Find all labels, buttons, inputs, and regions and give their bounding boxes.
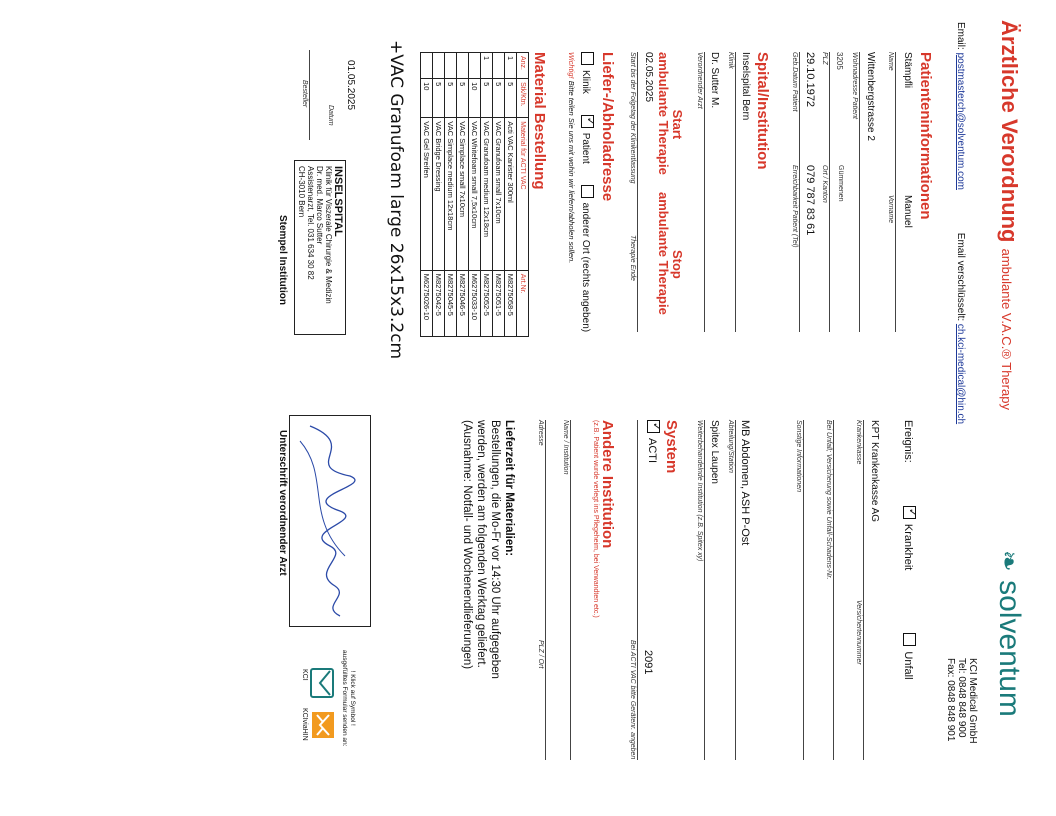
- material-col-header: Material für ACTI VAC: [517, 118, 529, 271]
- material-row: [457, 53, 469, 337]
- patient-plz: 3205: [835, 52, 844, 70]
- material-cell: M8275058-5: [505, 270, 517, 336]
- therapy-start-date: 02.05.2025: [643, 52, 654, 103]
- patient-dob: 29.10.1972: [804, 52, 816, 108]
- order-date-label: Datum: [327, 105, 334, 126]
- email-link[interactable]: postmasterch@solventum.com: [955, 52, 966, 190]
- patient-vorname-label: Vorname: [887, 195, 894, 224]
- material-row: [445, 53, 457, 337]
- material-cell[interactable]: [493, 53, 505, 79]
- material-cell[interactable]: [445, 53, 457, 79]
- email-encrypted-link[interactable]: ch.kci-medical@hin.ch: [955, 323, 966, 425]
- material-cell: Acti VAC Kanister 300ml: [505, 118, 517, 271]
- therapy-stop-heading: Stop ambulante Therapie: [656, 192, 685, 315]
- material-col-header: Anz.: [517, 53, 529, 79]
- weiterbehandelnde-label: Weiterbehandelnde Institution (z.B. Spitex xy): [696, 420, 703, 562]
- other-institution-address-label: Adresse: [537, 420, 544, 446]
- material-cell[interactable]: [457, 53, 469, 79]
- patient-name: Stämpfli: [902, 52, 913, 89]
- material-cell[interactable]: [433, 53, 445, 79]
- patient-address: Wittenbergstrasse 2: [865, 52, 876, 141]
- material-cell: VAC Simplace small 7x10cm: [457, 118, 469, 271]
- send-instructions: ! Klick auf Symbol ! ausgefülltes Formular senden an:: [341, 650, 356, 747]
- material-col-header: Stk/Ktn.: [517, 79, 529, 118]
- material-row: [505, 53, 517, 337]
- system-heading: System: [663, 420, 680, 474]
- material-cell: M8275051-5: [493, 270, 505, 336]
- patient-phone: 079 787 83 61: [804, 165, 816, 236]
- geraetenummer-label: Bei ACTI VAC bitte Gerätenr. angeben: [629, 640, 636, 760]
- material-row: [493, 53, 505, 337]
- patient-ort: Gümmenen: [837, 165, 844, 202]
- stamp-label: Stempel Institution: [277, 215, 288, 305]
- acti-checkbox[interactable]: [647, 420, 660, 433]
- material-cell: 5: [433, 79, 445, 118]
- material-cell: M8275042-5: [433, 270, 445, 336]
- patient-dob-label: Geb.Datum Patient: [791, 52, 798, 112]
- material-cell: VAC Bridge Dressing: [433, 118, 445, 271]
- other-institution-name-label: Name / Institution: [562, 420, 569, 475]
- material-cell[interactable]: [421, 53, 433, 79]
- patient-ort-label: Ort / Kanton: [821, 165, 828, 203]
- material-cell: 10: [421, 79, 433, 118]
- material-cell: 5: [457, 79, 469, 118]
- therapy-stop-label: Therapie Ende: [629, 235, 636, 281]
- krankenkasse-label: Krankenkasse: [855, 420, 862, 465]
- material-cell: VAC Whitefoam small 7,5x10cm: [469, 118, 481, 271]
- system-acti: ✓ACTI: [646, 420, 660, 463]
- patient-plz-label: PLZ: [821, 52, 828, 65]
- kci-contact: KCI Medical GmbH Tel: 0848 848 900 Fax: 0848 848 901: [945, 658, 978, 744]
- material-cell[interactable]: [469, 53, 481, 79]
- email-row: Email: postmasterch@solventum.com Email verschlüsselt: ch.kci-medical@hin.ch: [955, 22, 966, 425]
- delivery-patient-checkbox[interactable]: [581, 115, 594, 128]
- material-cell: 10: [469, 79, 481, 118]
- signature-label: Unterschrift verordnender Arzt: [277, 430, 288, 576]
- unfall-checkbox[interactable]: [903, 633, 916, 646]
- material-cell: 5: [505, 79, 517, 118]
- geraetenummer: 2091: [642, 650, 654, 675]
- send-kcihin-label: KCIviaHIN: [301, 708, 308, 741]
- event-row: Ereignis: ✓Krankheit Unfall: [902, 420, 916, 680]
- versichertennummer-label: Versichertennummer: [855, 600, 862, 665]
- delivery-note: Wichtig! Bitte teilen Sie uns mit wohin wir liefern/abholen sollen.: [567, 52, 576, 264]
- patient-name-label: Name: [887, 52, 894, 71]
- patient-vorname: Manuel: [902, 195, 913, 228]
- material-cell[interactable]: 1: [481, 53, 493, 79]
- spital-klinik: Inselspital Bern: [740, 52, 751, 121]
- form-title: Ärztliche Verordnung ambulante V.A.C.® Therapy: [997, 20, 1022, 410]
- therapy-start-heading: Start ambulante Therapie: [656, 52, 685, 175]
- material-heading: Material Bestellung: [531, 52, 548, 190]
- material-cell: 5: [493, 79, 505, 118]
- verordnender-arzt: Dr. Sutter M.: [709, 52, 720, 109]
- delivery-klinik-checkbox[interactable]: [581, 52, 594, 65]
- krankheit-checkbox[interactable]: [903, 506, 916, 519]
- delivery-options: Klinik ✓Patient anderer Ort (rechts angeben): [580, 52, 594, 332]
- material-cell: M6275026-10: [421, 270, 433, 336]
- material-cell: VAC Granufoam medium 12x18cm: [481, 118, 493, 271]
- spital-abteilung-label: Abteilung/Station: [727, 420, 734, 473]
- spital-abteilung: MB Abdomen, ASH P-Ost: [739, 420, 751, 546]
- material-cell: VAC Gel Streifen: [421, 118, 433, 271]
- material-col-header: Art.Nr.: [517, 270, 529, 336]
- material-table: [420, 52, 529, 337]
- spital-heading: Spital/Institution: [754, 52, 771, 170]
- send-kci-icon[interactable]: [310, 668, 334, 698]
- material-cell: M8275052-5: [481, 270, 493, 336]
- signature-box: [289, 415, 371, 627]
- krankenkasse: KPT Krankenkasse AG: [869, 420, 880, 523]
- material-cell: 5: [481, 79, 493, 118]
- spital-klinik-label: Klinik: [727, 52, 734, 69]
- material-cell: M6275033-10: [469, 270, 481, 336]
- material-cell[interactable]: 1: [505, 53, 517, 79]
- material-cell: M8275046-5: [457, 270, 469, 336]
- sonstige-label: Sonstige Informationen: [795, 420, 802, 492]
- order-date: 01.05.2025: [345, 60, 356, 111]
- unfall-info-label: Bei Unfall; Versicherung sowie Unfall-Schadens-Nr.: [825, 420, 832, 580]
- material-cell: VAC Simplace medium 12x18cm: [445, 118, 457, 271]
- handwritten-extra-material: +VAC Granufoam large 26x15x3.2cm: [386, 40, 406, 360]
- therapy-start-label: Start bis der Folgetag der Klinikentlassung: [629, 52, 636, 184]
- patient-heading: Patienteninformationen: [917, 52, 934, 220]
- delivery-other-checkbox[interactable]: [581, 185, 594, 198]
- send-kcihin-icon[interactable]: [312, 712, 334, 738]
- other-institution-heading: Andere Institution: [599, 420, 616, 549]
- doctor-signature: [290, 416, 370, 626]
- send-kci-label: KCI: [301, 669, 308, 681]
- other-institution-plz-label: PLZ / Ort: [537, 640, 544, 669]
- patient-address-label: Wohnadresse Patient: [851, 52, 858, 119]
- material-row: [421, 53, 433, 337]
- besteller-label: Besteller: [301, 80, 308, 108]
- institution-stamp: INSELSPITAL Klinik für Viszerale Chirurgie & Medizin Dr. med. Marco Sutter Assistenarzt, Tel. 031 634 30 82 CH-3010 Bern: [294, 160, 346, 335]
- material-row: [433, 53, 445, 337]
- material-cell: VAC Granufoam small 7x10cm: [493, 118, 505, 271]
- delivery-heading: Liefer-/Abholadresse: [599, 52, 616, 202]
- material-cell: M8275045-5: [445, 270, 457, 336]
- material-row: [481, 53, 493, 337]
- verordnender-arzt-label: Verordnender Arzt: [696, 52, 703, 109]
- solventum-logo: ❧ solventum: [993, 550, 1026, 717]
- other-institution-sub: (z.B. Patient wurde verlegt ins Pflegeheim, bei Verwandten etc.): [592, 420, 599, 618]
- patient-phone-label: Erreichbarkeit Patient (Tel): [791, 165, 798, 248]
- material-row: [469, 53, 481, 337]
- weiterbehandelnde-institution: Spitex Laupen: [709, 420, 720, 484]
- material-cell: 5: [445, 79, 457, 118]
- lieferzeit-block: Lieferzeit für Materialien: Bestellungen, die Mo-Fr vor 14:30 Uhr aufgegeben werden, werden am folgenden Werktag geliefert. (Ausnahme: Notfall- und Wochenendlieferungen): [461, 420, 515, 679]
